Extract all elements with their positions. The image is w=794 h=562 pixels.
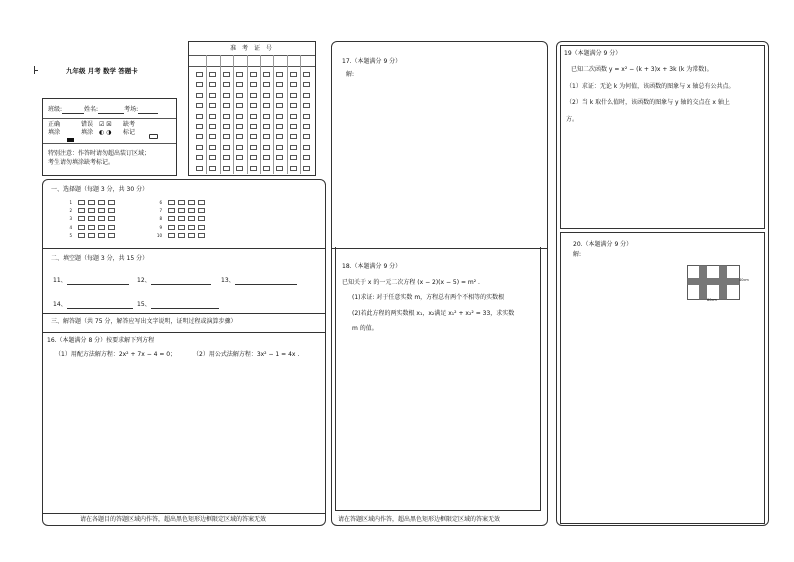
question-number: 10	[156, 232, 162, 238]
ticket-digit-bubble[interactable]	[276, 103, 283, 108]
ticket-digit-bubble[interactable]	[276, 145, 283, 150]
ticket-title: 准 考 证 号	[230, 45, 274, 52]
choice-bubble[interactable]	[168, 208, 175, 213]
choice-bubble[interactable]	[188, 208, 195, 213]
ticket-digit-bubble[interactable]	[250, 114, 257, 119]
ticket-digit-bubble[interactable]	[290, 145, 297, 150]
ticket-digit-bubble[interactable]	[196, 166, 203, 171]
ticket-digit-bubble[interactable]	[223, 93, 230, 98]
right-answer-panel	[556, 41, 769, 526]
choice-bubble[interactable]	[198, 208, 205, 213]
ticket-digit-bubble[interactable]	[263, 134, 270, 139]
choice-bubble[interactable]	[178, 208, 185, 213]
admission-ticket-box	[188, 41, 316, 176]
ticket-digit-bubble[interactable]	[250, 72, 257, 77]
ticket-digit-bubble[interactable]	[223, 145, 230, 150]
ticket-digit-bubble[interactable]	[303, 145, 310, 150]
ticket-digit-bubble[interactable]	[276, 72, 283, 77]
choice-bubble[interactable]	[108, 208, 115, 213]
ticket-digit-bubble[interactable]	[196, 93, 203, 98]
q18-answer-area[interactable]	[335, 247, 541, 511]
ticket-digit-bubble[interactable]	[276, 155, 283, 160]
q20-figure	[687, 265, 749, 303]
q18-stem: 已知关于 x 的一元二次方程 (x − 2)(x − 5) = m² .	[342, 279, 480, 286]
choice-bubble[interactable]	[88, 208, 95, 213]
ticket-digit-bubble[interactable]	[290, 155, 297, 160]
ticket-digit-bubble[interactable]	[303, 155, 310, 160]
ticket-digit-bubble[interactable]	[209, 155, 216, 160]
choice-bubble[interactable]	[168, 225, 175, 230]
ticket-digit-bubble[interactable]	[303, 166, 310, 171]
ticket-digit-bubble[interactable]	[236, 93, 243, 98]
registration-mark	[33, 66, 38, 74]
choice-bubble[interactable]	[88, 233, 95, 238]
ticket-digit-bubble[interactable]	[276, 93, 283, 98]
q18-title: 18.（本题满分 9 分）	[342, 263, 402, 270]
q17-answer-label: 解:	[346, 71, 355, 78]
ticket-digit-bubble[interactable]	[236, 134, 243, 139]
choice-bubble[interactable]	[78, 208, 85, 213]
choice-bubble[interactable]	[108, 233, 115, 238]
ticket-digit-bubble[interactable]	[303, 103, 310, 108]
ticket-digit-bubble[interactable]	[209, 134, 216, 139]
ticket-digit-bubble[interactable]	[236, 155, 243, 160]
ticket-digit-bubble[interactable]	[250, 145, 257, 150]
ticket-digit-bubble[interactable]	[196, 134, 203, 139]
question-number: 4	[69, 224, 72, 230]
blank-14[interactable]: 14、	[53, 301, 133, 309]
q19-part1: （1）求证：无论 k 为何值，该函数的图象与 x 轴总有公共点。	[566, 83, 735, 90]
ticket-digit-bubble[interactable]	[209, 145, 216, 150]
student-info-box	[42, 98, 177, 176]
class-label: 班级:	[48, 106, 63, 113]
question-number: 2	[69, 208, 72, 214]
ticket-digit-bubble[interactable]	[303, 93, 310, 98]
choice-bubble[interactable]	[188, 216, 195, 221]
ticket-digit-bubble[interactable]	[290, 134, 297, 139]
choice-bubble[interactable]	[178, 216, 185, 221]
choice-bubble[interactable]	[168, 233, 175, 238]
ticket-digit-bubble[interactable]	[209, 72, 216, 77]
ticket-digit-bubble[interactable]	[250, 134, 257, 139]
q20-fig-width-label: 40cm	[739, 278, 749, 282]
blank-13[interactable]: 13、	[221, 277, 297, 285]
choice-bubble[interactable]	[98, 225, 105, 230]
ticket-digit-bubble[interactable]	[290, 103, 297, 108]
ticket-digit-bubble[interactable]	[223, 134, 230, 139]
left-answer-panel	[42, 179, 326, 526]
ticket-column-divider	[220, 55, 221, 174]
wrong-fill-label: 错误 填涂	[81, 121, 94, 136]
choice-bubble[interactable]	[198, 233, 205, 238]
correct-fill-sample	[67, 129, 74, 148]
choice-bubble[interactable]	[98, 208, 105, 213]
ticket-digit-bubble[interactable]	[209, 166, 216, 171]
ticket-digit-bubble[interactable]	[263, 72, 270, 77]
ticket-digit-grid	[189, 68, 315, 174]
ticket-digit-bubble[interactable]	[276, 134, 283, 139]
ticket-digit-bubble[interactable]	[263, 114, 270, 119]
choice-bubble[interactable]	[188, 200, 195, 205]
ticket-digit-bubble[interactable]	[196, 82, 203, 87]
choice-bubble[interactable]	[108, 225, 115, 230]
correct-fill-label: 正确 填涂	[48, 121, 61, 136]
choice-bubble[interactable]	[198, 216, 205, 221]
sheet-title: 九年级 月考 数学 答题卡	[66, 67, 138, 75]
ticket-digit-bubble[interactable]	[236, 103, 243, 108]
choice-grid	[68, 200, 268, 242]
ticket-digit-bubble[interactable]	[263, 82, 270, 87]
ticket-digit-bubble[interactable]	[263, 166, 270, 171]
ticket-digit-bubble[interactable]	[236, 114, 243, 119]
choice-bubble[interactable]	[188, 225, 195, 230]
ticket-digit-bubble[interactable]	[223, 155, 230, 160]
choice-bubble[interactable]	[88, 225, 95, 230]
ticket-column-divider	[300, 55, 301, 174]
ticket-digit-bubble[interactable]	[250, 166, 257, 171]
ticket-digit-bubble[interactable]	[236, 166, 243, 171]
q20-answer-area[interactable]	[560, 232, 765, 524]
ticket-digit-bubble[interactable]	[209, 103, 216, 108]
q16-part2: （2）用公式法解方程：3x² − 1 = 4x .	[193, 351, 300, 358]
ticket-digit-bubble[interactable]	[223, 166, 230, 171]
choice-bubble[interactable]	[178, 200, 185, 205]
q16-title: 16.（本题满分 8 分）按要求解下列方程	[47, 337, 155, 344]
footer-left: 请在各题目的答题区域内作答，超出黑色矩形边框限定区域的答案无效	[80, 516, 267, 523]
blank-11[interactable]: 11、	[53, 277, 129, 285]
ticket-digit-bubble[interactable]	[209, 82, 216, 87]
choice-bubble[interactable]	[98, 233, 105, 238]
choice-bubble[interactable]	[178, 233, 185, 238]
ticket-column-divider	[273, 55, 274, 174]
ticket-digit-bubble[interactable]	[223, 114, 230, 119]
name-field[interactable]	[98, 107, 124, 114]
ticket-digit-bubble[interactable]	[263, 93, 270, 98]
q20-answer-label: 解:	[573, 251, 582, 258]
section1-title: 一、选择题（每题 3 分，共 30 分）	[51, 186, 149, 193]
q18-part2-b: m 的值。	[352, 325, 378, 332]
ticket-digit-bubble[interactable]	[236, 82, 243, 87]
ticket-digit-bubble[interactable]	[303, 114, 310, 119]
choice-bubble[interactable]	[108, 200, 115, 205]
ticket-digit-bubble[interactable]	[250, 155, 257, 160]
ticket-digit-bubble[interactable]	[263, 155, 270, 160]
question-number: 6	[159, 200, 162, 205]
q19-stem: 已知二次函数 y = x² − (k + 3)x + 3k (k 为常数)。	[571, 66, 713, 73]
choice-bubble[interactable]	[188, 233, 195, 238]
ticket-column-divider	[247, 55, 248, 174]
ticket-digit-bubble[interactable]	[209, 114, 216, 119]
ticket-column-divider	[287, 55, 288, 174]
question-number: 9	[159, 224, 162, 230]
ticket-digit-bubble[interactable]	[223, 103, 230, 108]
blank-15[interactable]: 15、	[137, 301, 219, 309]
choice-bubble[interactable]	[78, 216, 85, 221]
question-number: 8	[159, 216, 162, 222]
choice-bubble[interactable]	[168, 200, 175, 205]
blank-12[interactable]: 12、	[137, 277, 211, 285]
ticket-digit-bubble[interactable]	[196, 114, 203, 119]
info-row	[48, 106, 158, 114]
ticket-column-divider	[233, 55, 234, 174]
q19-answer-area[interactable]	[560, 45, 765, 229]
name-label: 姓名:	[84, 106, 99, 113]
choice-bubble[interactable]	[78, 225, 85, 230]
q19-part2-a: （2）当 k 取什么值时，该函数的图象与 y 轴的交点在 x 轴上	[566, 99, 730, 106]
choice-bubble[interactable]	[88, 200, 95, 205]
ticket-digit-bubble[interactable]	[303, 82, 310, 87]
choice-bubble[interactable]	[88, 216, 95, 221]
ticket-column-divider	[260, 55, 261, 174]
q19-part2-b: 方。	[566, 116, 579, 123]
ticket-digit-bubble[interactable]	[250, 82, 257, 87]
ticket-digit-bubble[interactable]	[290, 114, 297, 119]
ticket-digit-bubble[interactable]	[290, 166, 297, 171]
ticket-digit-bubble[interactable]	[209, 93, 216, 98]
ticket-digit-bubble[interactable]	[196, 155, 203, 160]
choice-bubble[interactable]	[168, 216, 175, 221]
section3-title: 三、解答题（共 75 分，解答应写出文字说明，证明过程或演算步骤）	[51, 318, 237, 325]
ticket-digit-bubble[interactable]	[236, 145, 243, 150]
ticket-digit-bubble[interactable]	[223, 82, 230, 87]
ticket-digit-bubble[interactable]	[196, 124, 203, 129]
ticket-digit-bubble[interactable]	[276, 124, 283, 129]
q20-fig-length-label: 80cm	[707, 298, 717, 302]
ticket-digit-bubble[interactable]	[196, 72, 203, 77]
room-field[interactable]	[138, 107, 158, 114]
q19-title: 19（本题满分 9 分）	[564, 50, 622, 57]
ticket-digit-bubble[interactable]	[303, 72, 310, 77]
q16-answer-area[interactable]	[42, 332, 326, 514]
q20-title: 20.（本题满分 9 分）	[573, 241, 633, 248]
question-number: 5	[69, 232, 72, 238]
ticket-digit-bubble[interactable]	[276, 166, 283, 171]
ticket-digit-bubble[interactable]	[290, 72, 297, 77]
footer-middle: 请在答题区域内作答，超出黑色矩形边框限定区域的答案无效	[338, 516, 501, 523]
question-number: 7	[159, 208, 162, 214]
ticket-digit-bubble[interactable]	[290, 82, 297, 87]
ticket-digit-bubble[interactable]	[236, 124, 243, 129]
choice-bubble[interactable]	[178, 225, 185, 230]
choice-bubble[interactable]	[108, 216, 115, 221]
ticket-digit-bubble[interactable]	[276, 114, 283, 119]
choice-bubble[interactable]	[198, 200, 205, 205]
class-field[interactable]	[62, 107, 84, 114]
ticket-digit-bubble[interactable]	[250, 124, 257, 129]
question-number: 1	[69, 200, 72, 205]
ticket-digit-bubble[interactable]	[263, 103, 270, 108]
section2-title: 二、填空题（每题 3 分，共 15 分）	[51, 255, 149, 262]
absent-label: 缺考 标记	[123, 121, 136, 136]
room-label: 考场:	[124, 106, 139, 113]
ticket-digit-bubble[interactable]	[276, 82, 283, 87]
notice-text: 特别注意：作答时请勿超出装订区域； 考生请勿填涂缺考标记。	[48, 150, 151, 166]
wrong-fill-samples: ☑ ☒ ◐ ◑	[99, 121, 112, 136]
ticket-digit-bubble[interactable]	[236, 72, 243, 77]
choice-bubble[interactable]	[98, 200, 105, 205]
ticket-digit-bubble[interactable]	[290, 93, 297, 98]
q18-part2-a: (2)若此方程的两实数根 x₁，x₂满足 x₁² + x₂² = 33，求实数	[352, 310, 515, 317]
ticket-digit-bubble[interactable]	[250, 103, 257, 108]
middle-answer-panel	[331, 41, 548, 526]
ticket-digit-bubble[interactable]	[263, 145, 270, 150]
choice-bubble[interactable]	[98, 216, 105, 221]
choice-bubble[interactable]	[78, 200, 85, 205]
q17-title: 17.（本题满分 9 分）	[342, 58, 402, 65]
ticket-digit-bubble[interactable]	[263, 124, 270, 129]
ticket-digit-bubble[interactable]	[303, 124, 310, 129]
q18-part1: (1)求证: 对于任意实数 m，方程总有两个不相等的实数根	[352, 294, 505, 301]
q16-part1: （1）用配方法解方程：2x² + 7x − 4 = 0；	[55, 351, 177, 358]
ticket-digit-bubble[interactable]	[223, 124, 230, 129]
ticket-digit-bubble[interactable]	[196, 145, 203, 150]
ticket-digit-bubble[interactable]	[290, 124, 297, 129]
ticket-column-divider	[206, 55, 207, 174]
ticket-digit-bubble[interactable]	[250, 93, 257, 98]
ticket-digit-bubble[interactable]	[209, 124, 216, 129]
ticket-digit-bubble[interactable]	[223, 72, 230, 77]
choice-bubble[interactable]	[78, 233, 85, 238]
ticket-digit-bubble[interactable]	[196, 103, 203, 108]
ticket-digit-bubble[interactable]	[303, 134, 310, 139]
question-number: 3	[69, 216, 72, 222]
choice-bubble[interactable]	[198, 225, 205, 230]
